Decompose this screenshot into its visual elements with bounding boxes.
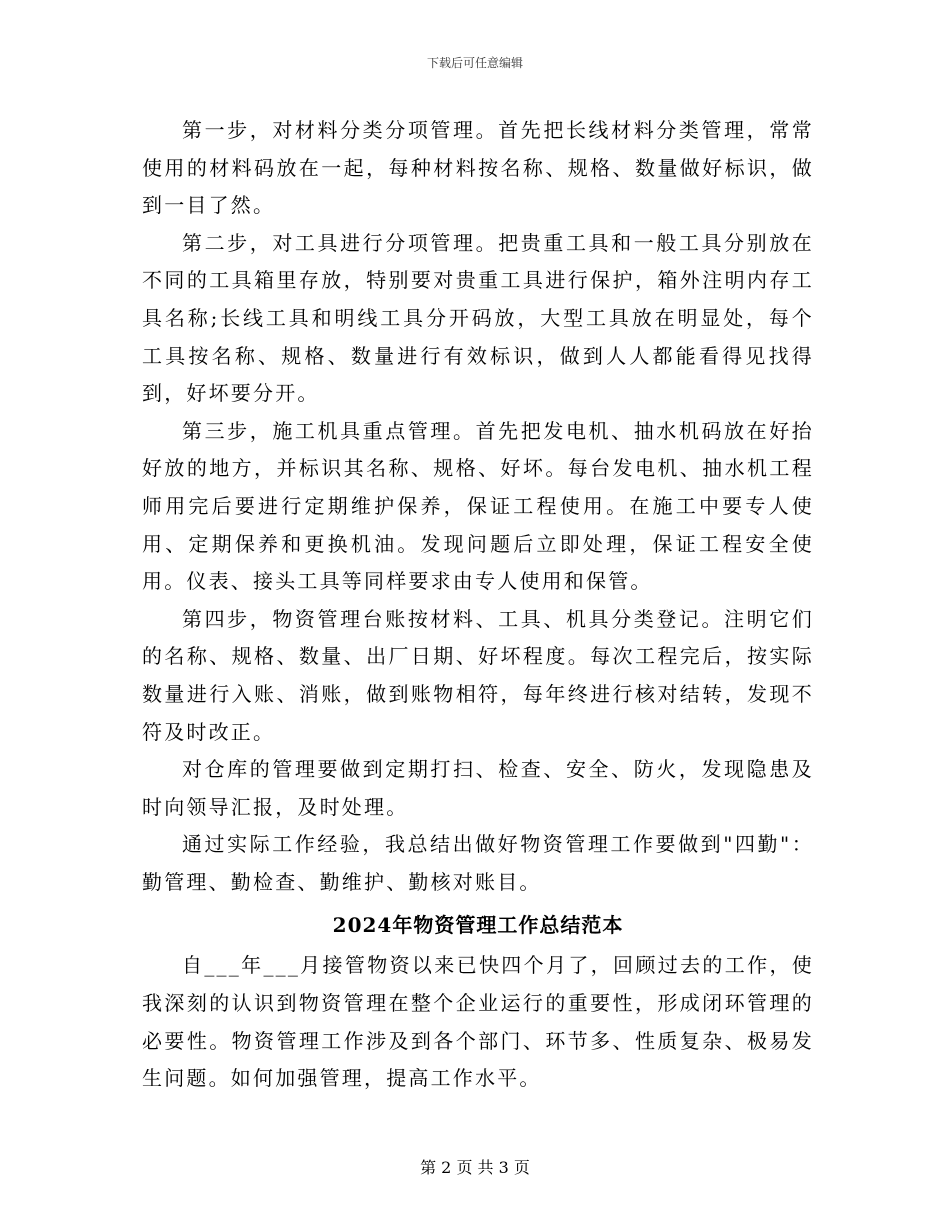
paragraph-step-2: 第二步，对工具进行分项管理。把贵重工具和一般工具分别放在不同的工具箱里存放，特别要对贵重工具进行保护，箱外注明内存工具名称;长线工具和明线工具分开码放，大型工具放在明显处，每个工具按名称、规格、数量进行有效标识，做到人人都能看得见找得到，好坏要分开。	[142, 230, 814, 406]
paragraph-warehouse: 对仓库的管理要做到定期打扫、检查、安全、防火，发现隐患及时向领导汇报，及时处理。	[142, 757, 814, 819]
paragraph-step-4: 第四步，物资管理台账按材料、工具、机具分类登记。注明它们的名称、规格、数量、出厂日期、好坏程度。每次工程完后，按实际数量进行入账、消账，做到账物相符，每年终进行核对结转，发现不符及时改正。	[142, 606, 814, 744]
paragraph-summary: 通过实际工作经验，我总结出做好物资管理工作要做到"四勤"：勤管理、勤检查、勤维护、勤核对账目。	[142, 832, 814, 894]
document-body	[142, 112, 814, 1098]
page-header: 下载后可任意编辑	[426, 56, 523, 70]
paragraph-step-1: 第一步，对材料分类分项管理。首先把长线材料分类管理，常常使用的材料码放在一起，每种材料按名称、规格、数量做好标识，做到一目了然。	[142, 118, 814, 218]
page-number: 第 2 页 共 3 页	[420, 1158, 530, 1177]
paragraph-intro: 自___年___月接管物资以来已快四个月了，回顾过去的工作，使我深刻的认识到物资管理在整个企业运行的重要性，形成闭环管理的必要性。物资管理工作涉及到各个部门、环节多、性质复杂、极易发生问题。如何加强管理，提高工作水平。	[142, 953, 814, 1091]
section-title: 2024年物资管理工作总结范本	[332, 913, 624, 938]
paragraph-step-3: 第三步，施工机具重点管理。首先把发电机、抽水机码放在好抬好放的地方，并标识其名称、规格、好坏。每台发电机、抽水机工程师用完后要进行定期维护保养，保证工程使用。在施工中要专人使用、定期保养和更换机油。发现问题后立即处理，保证工程安全使用。仪表、接头工具等同样要求由专人使用和保管。	[142, 418, 814, 594]
